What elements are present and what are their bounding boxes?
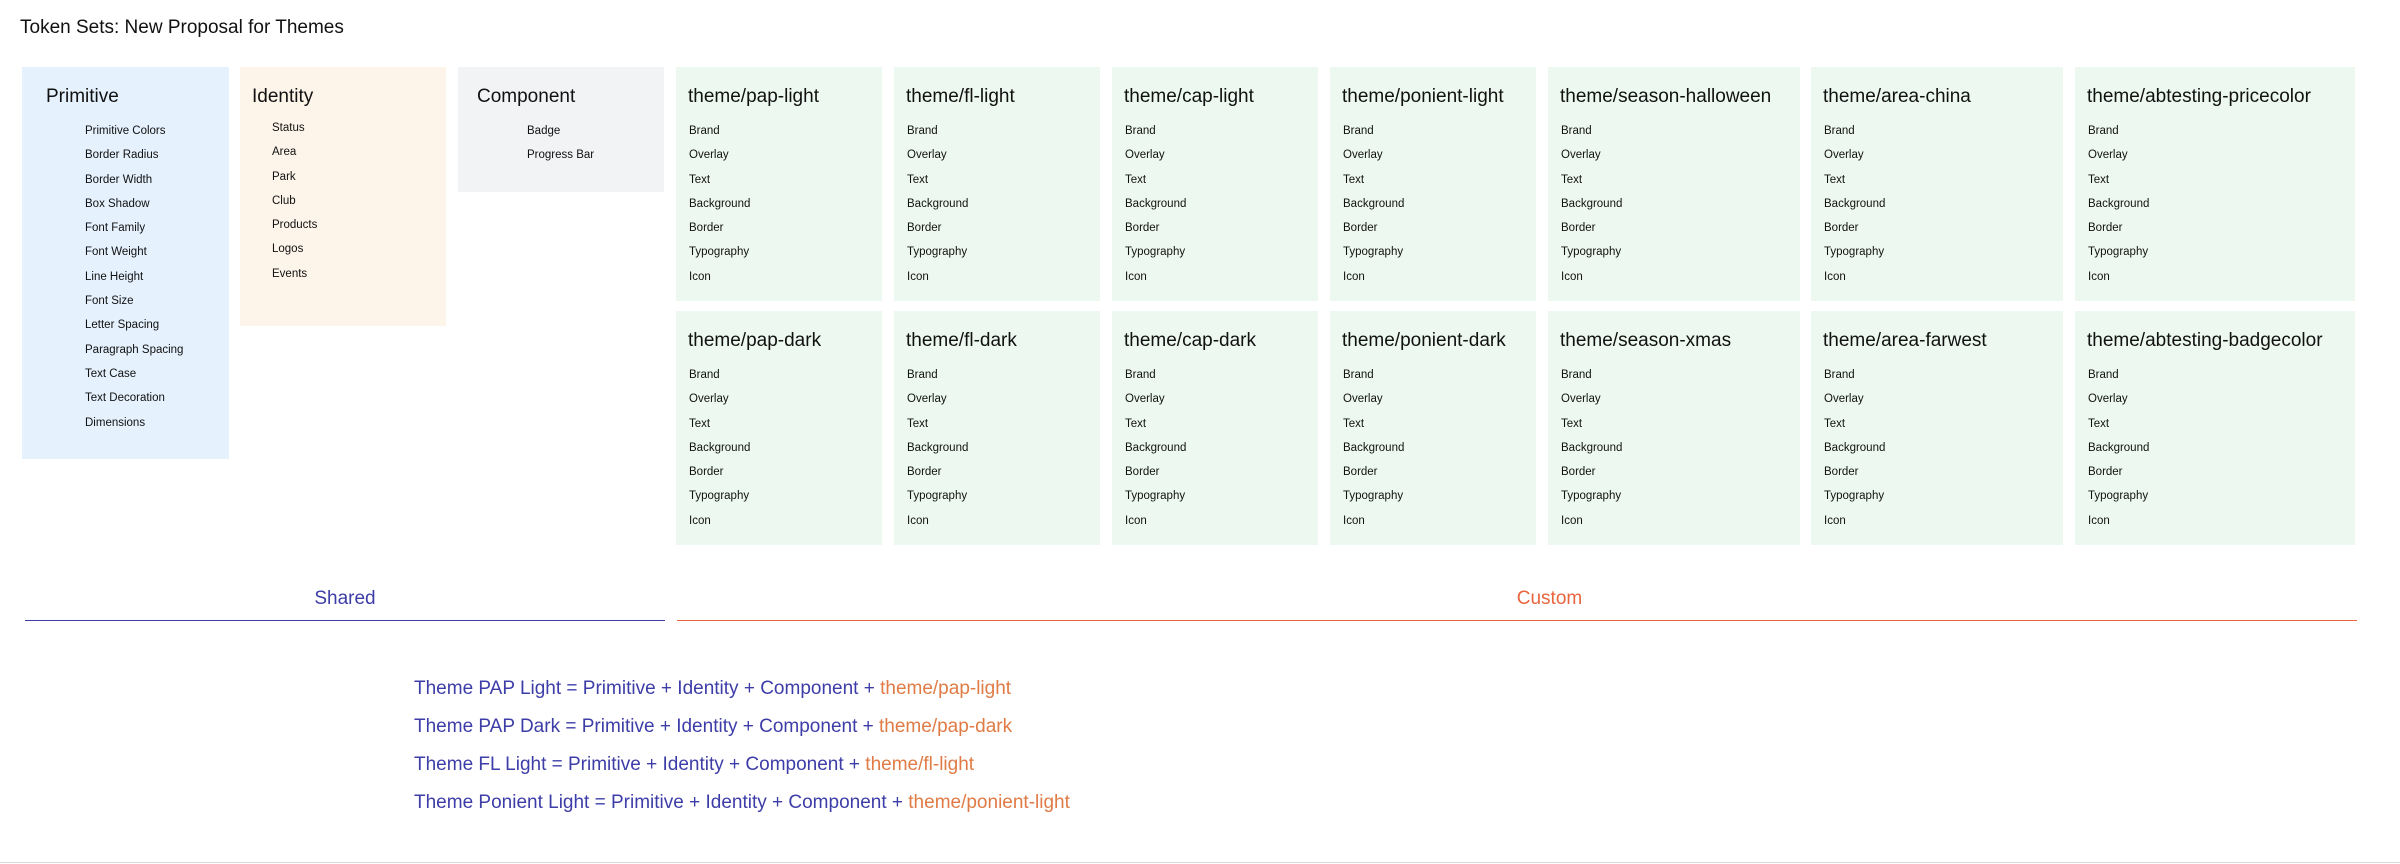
token-group-list <box>527 119 594 168</box>
token-group-item: Typography <box>1561 246 1622 259</box>
token-group-item: Font Size <box>85 295 134 308</box>
token-group-list <box>2088 119 2149 289</box>
token-group-item: Border <box>907 466 942 479</box>
canvas-bottom-edge <box>0 862 2400 863</box>
theme-set-title: theme/fl-dark <box>906 330 1017 351</box>
token-group-item: Overlay <box>2088 393 2128 406</box>
token-group-item: Text <box>1824 173 1846 186</box>
token-group-item: Brand <box>907 125 938 137</box>
token-group-item: Club <box>272 194 296 207</box>
theme-set-title: theme/season-halloween <box>1560 86 1772 107</box>
theme-set-title: theme/abtesting-pricecolor <box>2087 86 2311 107</box>
token-group-item: Typography <box>1125 246 1186 259</box>
token-group-item: Icon <box>907 514 929 527</box>
token-group-item: Typography <box>1824 246 1885 259</box>
token-group-item: Border <box>1561 466 1596 479</box>
token-group-item: Brand <box>1125 369 1156 381</box>
custom-section-label: Custom <box>1516 588 1583 609</box>
theme-set-card[interactable] <box>894 311 1100 545</box>
theme-set-title: theme/cap-dark <box>1124 330 1257 351</box>
token-group-item: Background <box>1824 197 1886 210</box>
theme-set-card[interactable] <box>676 311 882 545</box>
token-group-item: Brand <box>1125 125 1156 137</box>
token-set-title: Component <box>477 86 576 107</box>
token-group-item: Overlay <box>1343 393 1383 406</box>
token-group-item: Background <box>1125 197 1187 210</box>
theme-set-card[interactable] <box>1112 67 1318 301</box>
formula-shared-part: Theme FL Light = Primitive + Identity + Component + <box>414 754 866 775</box>
theme-set-title: theme/season-xmas <box>1560 330 1732 351</box>
token-group-item: Typography <box>2088 490 2149 503</box>
token-group-item: Icon <box>907 270 929 283</box>
token-group-list <box>1561 363 1622 533</box>
formula-custom-part: theme/pap-light <box>880 678 1012 699</box>
theme-set-card[interactable] <box>1548 311 1800 545</box>
token-group-item: Brand <box>2088 369 2119 381</box>
token-group-item: Badge <box>527 125 561 137</box>
theme-set-title: theme/cap-light <box>1124 86 1254 107</box>
token-group-item: Brand <box>2088 125 2119 137</box>
token-group-item: Font Family <box>85 222 146 235</box>
token-group-item: Typography <box>1561 490 1622 503</box>
token-group-item: Icon <box>1561 514 1583 527</box>
token-group-item: Brand <box>907 369 938 381</box>
token-group-item: Overlay <box>1824 393 1864 406</box>
token-group-item: Icon <box>1125 514 1147 527</box>
token-set-identity[interactable] <box>240 67 446 326</box>
token-group-item: Overlay <box>1125 393 1165 406</box>
formula-shared-part: Theme PAP Dark = Primitive + Identity + Component + <box>414 716 880 737</box>
token-group-list <box>907 363 968 533</box>
token-group-item: Border Width <box>85 173 153 186</box>
token-group-item: Background <box>907 197 969 210</box>
token-group-item: Typography <box>907 490 968 503</box>
token-group-item: Border <box>689 466 724 479</box>
token-group-item: Icon <box>2088 514 2110 527</box>
token-group-item: Line Height <box>85 270 144 283</box>
formula-custom-part: theme/pap-dark <box>879 716 1013 737</box>
token-set-component[interactable] <box>458 67 664 192</box>
token-group-item: Border <box>2088 222 2123 235</box>
token-group-item: Border <box>1561 222 1596 235</box>
token-group-item: Text <box>1561 173 1583 186</box>
token-group-item: Letter Spacing <box>85 319 160 332</box>
theme-set-card[interactable] <box>2075 67 2355 301</box>
token-group-item: Text <box>1125 173 1147 186</box>
token-group-list <box>1125 119 1186 289</box>
token-group-item: Park <box>272 170 296 183</box>
theme-set-title: theme/abtesting-badgecolor <box>2087 330 2323 351</box>
theme-set-card[interactable] <box>1112 311 1318 545</box>
token-group-item: Text <box>689 417 711 430</box>
token-group-item: Border <box>1125 466 1160 479</box>
token-group-item: Border <box>1824 466 1859 479</box>
theme-set-card[interactable] <box>676 67 882 301</box>
token-group-item: Brand <box>1824 369 1855 381</box>
token-group-item: Text <box>1343 417 1365 430</box>
token-group-item: Dimensions <box>85 416 146 429</box>
token-group-item: Background <box>1824 441 1886 454</box>
token-group-item: Text <box>907 417 929 430</box>
token-group-item: Brand <box>689 369 720 381</box>
token-group-item: Box Shadow <box>85 197 150 210</box>
token-group-item: Typography <box>2088 246 2149 259</box>
token-group-list <box>272 116 317 286</box>
token-group-item: Typography <box>1125 490 1186 503</box>
token-group-item: Overlay <box>907 149 947 162</box>
token-set-title: Identity <box>252 86 314 107</box>
token-group-list <box>907 119 968 289</box>
theme-set-title: theme/pap-dark <box>688 330 822 351</box>
token-group-item: Background <box>1125 441 1187 454</box>
token-group-item: Text <box>1561 417 1583 430</box>
token-group-item: Background <box>689 441 751 454</box>
token-group-item: Background <box>1343 441 1405 454</box>
formula-line <box>414 784 1070 822</box>
token-group-list <box>1561 119 1622 289</box>
token-group-item: Typography <box>907 246 968 259</box>
token-group-item: Overlay <box>689 393 729 406</box>
formula-line <box>414 746 1070 784</box>
token-group-item: Text <box>907 173 929 186</box>
page-title: Token Sets: New Proposal for Themes <box>20 17 344 38</box>
theme-set-title: theme/fl-light <box>906 86 1015 107</box>
token-group-item: Overlay <box>1824 149 1864 162</box>
token-group-item: Background <box>2088 441 2150 454</box>
theme-set-card[interactable] <box>2075 311 2355 545</box>
token-group-item: Icon <box>1561 270 1583 283</box>
theme-set-card[interactable] <box>1548 67 1800 301</box>
token-set-title: Primitive <box>46 86 119 107</box>
token-group-item: Background <box>689 197 751 210</box>
theme-set-card[interactable] <box>1330 67 1536 301</box>
token-group-item: Font Weight <box>85 246 147 259</box>
token-group-item: Icon <box>1343 514 1365 527</box>
token-group-item: Text <box>2088 417 2110 430</box>
formula-shared-part: Theme PAP Light = Primitive + Identity + Component + <box>414 678 881 699</box>
token-group-list <box>1824 363 1885 533</box>
token-group-item: Typography <box>689 246 750 259</box>
token-group-item: Logos <box>272 243 304 256</box>
token-group-item: Overlay <box>907 393 947 406</box>
token-group-list <box>1343 119 1404 289</box>
token-group-item: Brand <box>1824 125 1855 137</box>
theme-set-card[interactable] <box>894 67 1100 301</box>
token-group-item: Progress Bar <box>527 149 595 162</box>
token-group-item: Background <box>1561 197 1623 210</box>
theme-set-title: theme/area-farwest <box>1823 330 1987 351</box>
token-group-item: Brand <box>1561 125 1592 137</box>
token-group-list <box>85 119 183 435</box>
formula-line <box>414 708 1070 746</box>
token-group-item: Events <box>272 267 308 280</box>
token-group-item: Text Decoration <box>85 392 165 405</box>
token-group-item: Background <box>1561 441 1623 454</box>
shared-section-label: Shared <box>314 588 376 609</box>
token-group-item: Typography <box>689 490 750 503</box>
shared-divider <box>25 620 665 621</box>
token-group-item: Brand <box>689 125 720 137</box>
theme-set-card[interactable] <box>1811 67 2063 301</box>
token-group-item: Border <box>1343 222 1378 235</box>
token-group-list <box>2088 363 2149 533</box>
token-group-list <box>1125 363 1186 533</box>
token-group-item: Text <box>2088 173 2110 186</box>
token-group-item: Text <box>1824 417 1846 430</box>
token-group-list <box>689 363 750 533</box>
formula-line <box>414 670 1070 708</box>
token-group-item: Typography <box>1343 246 1404 259</box>
token-set-primitive[interactable] <box>22 67 229 459</box>
token-group-item: Border <box>1125 222 1160 235</box>
token-group-item: Brand <box>1343 369 1374 381</box>
token-group-list <box>1343 363 1404 533</box>
token-group-item: Typography <box>1824 490 1885 503</box>
token-group-item: Paragraph Spacing <box>85 343 184 356</box>
token-group-item: Border <box>1343 466 1378 479</box>
token-group-item: Overlay <box>1561 393 1601 406</box>
token-group-item: Border Radius <box>85 149 159 162</box>
token-group-item: Background <box>1343 197 1405 210</box>
token-group-item: Brand <box>1561 369 1592 381</box>
token-group-item: Icon <box>2088 270 2110 283</box>
token-group-item: Border <box>689 222 724 235</box>
token-group-item: Status <box>272 122 305 134</box>
token-group-item: Icon <box>1343 270 1365 283</box>
token-group-item: Border <box>1824 222 1859 235</box>
token-group-item: Overlay <box>2088 149 2128 162</box>
token-group-item: Icon <box>689 514 711 527</box>
token-group-item: Typography <box>1343 490 1404 503</box>
theme-set-title: theme/ponient-dark <box>1342 330 1506 351</box>
formula-shared-part: Theme Ponient Light = Primitive + Identity + Component + <box>414 792 909 813</box>
token-group-item: Overlay <box>689 149 729 162</box>
theme-set-card[interactable] <box>1811 311 2063 545</box>
token-group-item: Icon <box>1125 270 1147 283</box>
token-group-item: Area <box>272 146 297 159</box>
formula-custom-part: theme/fl-light <box>865 754 975 775</box>
token-group-item: Overlay <box>1343 149 1383 162</box>
theme-set-title: theme/area-china <box>1823 86 1971 107</box>
token-group-item: Text <box>1125 417 1147 430</box>
token-group-item: Background <box>907 441 969 454</box>
token-group-item: Overlay <box>1125 149 1165 162</box>
token-group-item: Border <box>907 222 942 235</box>
theme-formulas <box>414 670 1070 822</box>
custom-divider <box>677 620 2357 621</box>
token-group-item: Text Case <box>85 367 137 380</box>
formula-custom-part: theme/ponient-light <box>908 792 1070 813</box>
theme-set-card[interactable] <box>1330 311 1536 545</box>
theme-set-title: theme/ponient-light <box>1342 86 1504 107</box>
token-group-item: Icon <box>689 270 711 283</box>
token-group-item: Background <box>2088 197 2150 210</box>
token-group-list <box>689 119 750 289</box>
token-group-item: Text <box>1343 173 1365 186</box>
token-group-list <box>1824 119 1885 289</box>
token-group-item: Border <box>2088 466 2123 479</box>
theme-set-title: theme/pap-light <box>688 86 819 107</box>
token-group-item: Primitive Colors <box>85 125 166 137</box>
token-group-item: Icon <box>1824 514 1846 527</box>
token-group-item: Brand <box>1343 125 1374 137</box>
token-group-item: Overlay <box>1561 149 1601 162</box>
token-group-item: Icon <box>1824 270 1846 283</box>
token-group-item: Products <box>272 219 318 232</box>
token-group-item: Text <box>689 173 711 186</box>
